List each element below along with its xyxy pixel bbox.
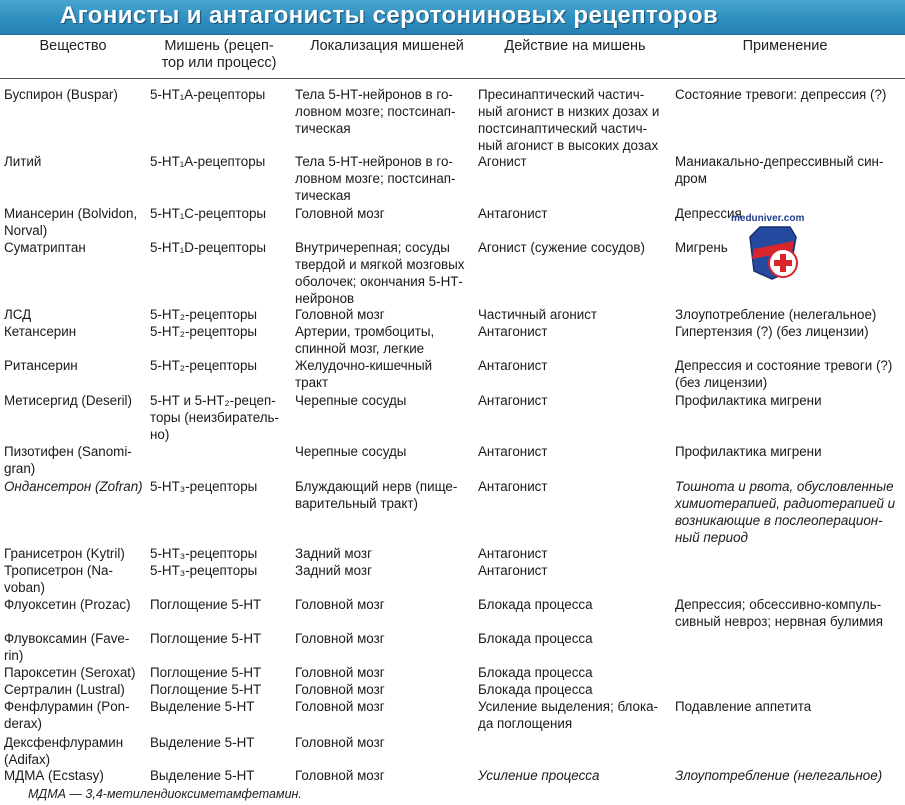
cell-target-row-1: 5-HT₁A-рецепторы (150, 154, 266, 169)
cell-localization-row-1-line-0: Тела 5-НТ-нейронов в го- (295, 154, 453, 169)
cell-substance-row-14: Пароксетин (Seroxat) (4, 665, 136, 680)
cell-substance-row-16-line-1: derax) (4, 716, 42, 731)
cell-action-row-7: Антагонист (478, 393, 548, 408)
cell-application-row-18: Злоупотребление (нелегальное) (675, 768, 883, 783)
cell-application-row-9-line-3: ный период (675, 530, 748, 545)
cell-application-row-0: Состояние тревоги: депрессия (?) (675, 87, 887, 102)
cell-target-row-11: 5-HT₃-рецепторы (150, 563, 258, 578)
cell-substance-row-2-line-1: Norval) (4, 223, 48, 238)
cell-substance-row-0: Буспирон (Buspar) (4, 87, 118, 102)
cell-application-row-12-line-1: сивный невроз; нервная булимия (675, 614, 884, 629)
cell-localization-row-3-line-3: нейронов (295, 291, 355, 306)
cell-action-row-15: Блокада процесса (478, 682, 593, 697)
cell-target-row-12: Поглощение 5-НТ (150, 597, 262, 612)
cell-application-row-9-line-0: Тошнота и рвота, обусловленные (675, 479, 894, 494)
cell-localization-row-11: Задний мозг (295, 563, 372, 578)
cell-localization-row-14: Головной мозг (295, 665, 385, 680)
title-bar (0, 0, 905, 35)
cell-target-row-7-line-1: торы (неизбиратель- (150, 410, 279, 425)
cell-action-row-3: Агонист (сужение сосудов) (478, 240, 645, 255)
cell-application-row-3: Мигрень (675, 240, 728, 255)
cell-target-row-15: Поглощение 5-НТ (150, 682, 262, 697)
cell-localization-row-9-line-1: варительный тракт) (295, 496, 418, 511)
cell-substance-row-2-line-0: Миансерин (Bolvidon, (4, 206, 138, 221)
cell-action-row-2: Антагонист (478, 206, 548, 221)
cell-target-row-18: Выделение 5-НТ (150, 768, 255, 783)
cell-action-row-0-line-1: ный агонист в низких дозах и (478, 104, 660, 119)
cell-action-row-11: Антагонист (478, 563, 548, 578)
cell-substance-row-6: Ритансерин (4, 358, 78, 373)
cell-target-row-4: 5-HT₂-рецепторы (150, 307, 258, 322)
header-localization: Локализация мишеней (310, 38, 464, 54)
header-target-line-2: тор или процесс) (161, 55, 277, 71)
cell-target-row-16: Выделение 5-НТ (150, 699, 255, 714)
cell-target-row-7-line-0: 5-НТ и 5-HT₂-рецеп- (150, 393, 276, 408)
cell-application-row-7: Профилактика мигрени (675, 393, 822, 408)
cell-action-row-16-line-0: Усиление выделения; блока- (478, 699, 659, 714)
cell-localization-row-4: Головной мозг (295, 307, 385, 322)
cell-application-row-1-line-0: Маниакально-депрессивный син- (675, 154, 884, 169)
logo-cross-h-icon (774, 260, 792, 266)
cell-application-row-8: Профилактика мигрени (675, 444, 822, 459)
cell-localization-row-8: Черепные сосуды (295, 444, 407, 459)
cell-target-row-14: Поглощение 5-НТ (150, 665, 262, 680)
cell-localization-row-0-line-1: ловном мозге; постсинап- (295, 104, 456, 119)
cell-substance-row-17-line-1: (Adifax) (4, 752, 51, 767)
cell-substance-row-8-line-1: gran) (4, 461, 36, 476)
cell-action-row-9: Антагонист (478, 479, 548, 494)
cell-localization-row-7: Черепные сосуды (295, 393, 407, 408)
cell-action-row-6: Антагонист (478, 358, 548, 373)
header-target (146, 38, 292, 72)
cell-application-row-4: Злоупотребление (нелегальное) (675, 307, 877, 322)
cell-target-row-13: Поглощение 5-НТ (150, 631, 262, 646)
cell-localization-row-5-line-1: спинной мозг, легкие (295, 341, 425, 356)
cell-substance-row-5: Кетансерин (4, 324, 77, 339)
header-substance: Вещество (39, 38, 107, 54)
cell-application-row-5: Гипертензия (?) (без лицензии) (675, 324, 869, 339)
cell-application-row-6-line-1: (без лицензии) (675, 375, 768, 390)
cell-substance-row-9: Ондансетрон (Zofran) (4, 479, 143, 494)
cell-target-row-17: Выделение 5-НТ (150, 735, 255, 750)
cell-localization-row-10: Задний мозг (295, 546, 372, 561)
cell-application-row-2: Депрессия (675, 206, 742, 221)
cell-localization-row-13: Головной мозг (295, 631, 385, 646)
cell-substance-row-8-line-0: Пизотифен (Sanomi- (4, 444, 132, 459)
cell-localization-row-6-line-0: Желудочно-кишечный (295, 358, 433, 373)
cell-localization-row-17: Головной мозг (295, 735, 385, 750)
cell-target-row-10: 5-HT₃-рецепторы (150, 546, 258, 561)
cell-target-row-2: 5-HT₁C-рецепторы (150, 206, 267, 221)
cell-target-row-9: 5-HT₃-рецепторы (150, 479, 258, 494)
header-target-line-1: Мишень (рецеп- (164, 38, 274, 54)
cell-substance-row-1: Литий (4, 154, 42, 169)
cell-localization-row-1-line-2: тическая (295, 188, 351, 203)
cell-substance-row-18: МДМА (Ecstasy) (4, 768, 104, 783)
cell-application-row-9-line-1: химиотерапией, радиотерапией и (675, 496, 896, 511)
cell-localization-row-16: Головной мозг (295, 699, 385, 714)
cell-application-row-16: Подавление аппетита (675, 699, 812, 714)
cell-application-row-6-line-0: Депрессия и состояние тревоги (?) (675, 358, 893, 373)
cell-target-row-6: 5-HT₂-рецепторы (150, 358, 258, 373)
cell-action-row-0-line-3: ный агонист в высоких дозах (478, 138, 659, 153)
cell-substance-row-13-line-0: Флувоксамин (Fave- (4, 631, 130, 646)
header-application: Применение (742, 38, 828, 54)
footnote: МДМА — 3,4-метилендиоксиметамфетамин. (28, 787, 302, 801)
cell-localization-row-0-line-0: Тела 5-НТ-нейронов в го- (295, 87, 453, 102)
cell-action-row-10: Антагонист (478, 546, 548, 561)
header-divider (0, 78, 905, 79)
cell-action-row-16-line-1: да поглощения (478, 716, 573, 731)
cell-application-row-12-line-0: Депрессия; обсессивно-компуль- (675, 597, 882, 612)
cell-action-row-12: Блокада процесса (478, 597, 593, 612)
cell-substance-row-12: Флуоксетин (Prozac) (4, 597, 131, 612)
page-title: Агонисты и антагонисты серотониновых рецепторов (60, 2, 719, 29)
cell-localization-row-3-line-2: оболочек; окончания 5-НТ- (295, 274, 463, 289)
cell-localization-row-3-line-0: Внутричерепная; сосуды (295, 240, 450, 255)
cell-action-row-13: Блокада процесса (478, 631, 593, 646)
cell-substance-row-11-line-0: Трописетрон (Na- (4, 563, 113, 578)
cell-action-row-18: Усиление процесса (478, 768, 600, 783)
cell-target-row-7-line-2: но) (150, 427, 170, 442)
cell-substance-row-17-line-0: Дексфенфлурамин (4, 735, 124, 750)
cell-action-row-0-line-2: постсинаптический частич- (478, 121, 648, 136)
cell-substance-row-7: Метисергид (Deseril) (4, 393, 132, 408)
cell-substance-row-3: Суматриптан (4, 240, 86, 255)
cell-action-row-1: Агонист (478, 154, 527, 169)
cell-localization-row-5-line-0: Артерии, тромбоциты, (295, 324, 435, 339)
header-action: Действие на мишень (504, 38, 646, 54)
cell-action-row-14: Блокада процесса (478, 665, 593, 680)
cell-target-row-5: 5-HT₂-рецепторы (150, 324, 258, 339)
cell-localization-row-9-line-0: Блуждающий нерв (пище- (295, 479, 458, 494)
cell-substance-row-10: Гранисетрон (Kytril) (4, 546, 125, 561)
cell-target-row-3: 5-HT₁D-рецепторы (150, 240, 267, 255)
cell-substance-row-16-line-0: Фенфлурамин (Pon- (4, 699, 130, 714)
cell-action-row-4: Частичный агонист (478, 307, 598, 322)
cell-action-row-0-line-0: Пресинаптический частич- (478, 87, 645, 102)
cell-localization-row-15: Головной мозг (295, 682, 385, 697)
cell-action-row-8: Антагонист (478, 444, 548, 459)
cell-substance-row-15: Сертралин (Lustral) (4, 682, 125, 697)
cell-action-row-5: Антагонист (478, 324, 548, 339)
cell-application-row-9-line-2: возникающие в послеоперацион- (675, 513, 883, 528)
cell-localization-row-6-line-1: тракт (295, 375, 329, 390)
cell-target-row-0: 5-HT₁A-рецепторы (150, 87, 266, 102)
cell-substance-row-4: ЛСД (4, 307, 32, 322)
cell-application-row-1-line-1: дром (675, 171, 707, 186)
watermark-logo (738, 213, 808, 283)
cell-substance-row-13-line-1: rin) (4, 648, 24, 663)
cell-localization-row-18: Головной мозг (295, 768, 385, 783)
cell-localization-row-3-line-1: твердой и мягкой мозговых (295, 257, 465, 272)
cell-localization-row-0-line-2: тическая (295, 121, 351, 136)
cell-substance-row-11-line-1: voban) (4, 580, 45, 595)
cell-localization-row-2: Головной мозг (295, 206, 385, 221)
cell-localization-row-12: Головной мозг (295, 597, 385, 612)
cell-localization-row-1-line-1: ловном мозге; постсинап- (295, 171, 456, 186)
watermark-text: meduniver.com (731, 213, 805, 224)
